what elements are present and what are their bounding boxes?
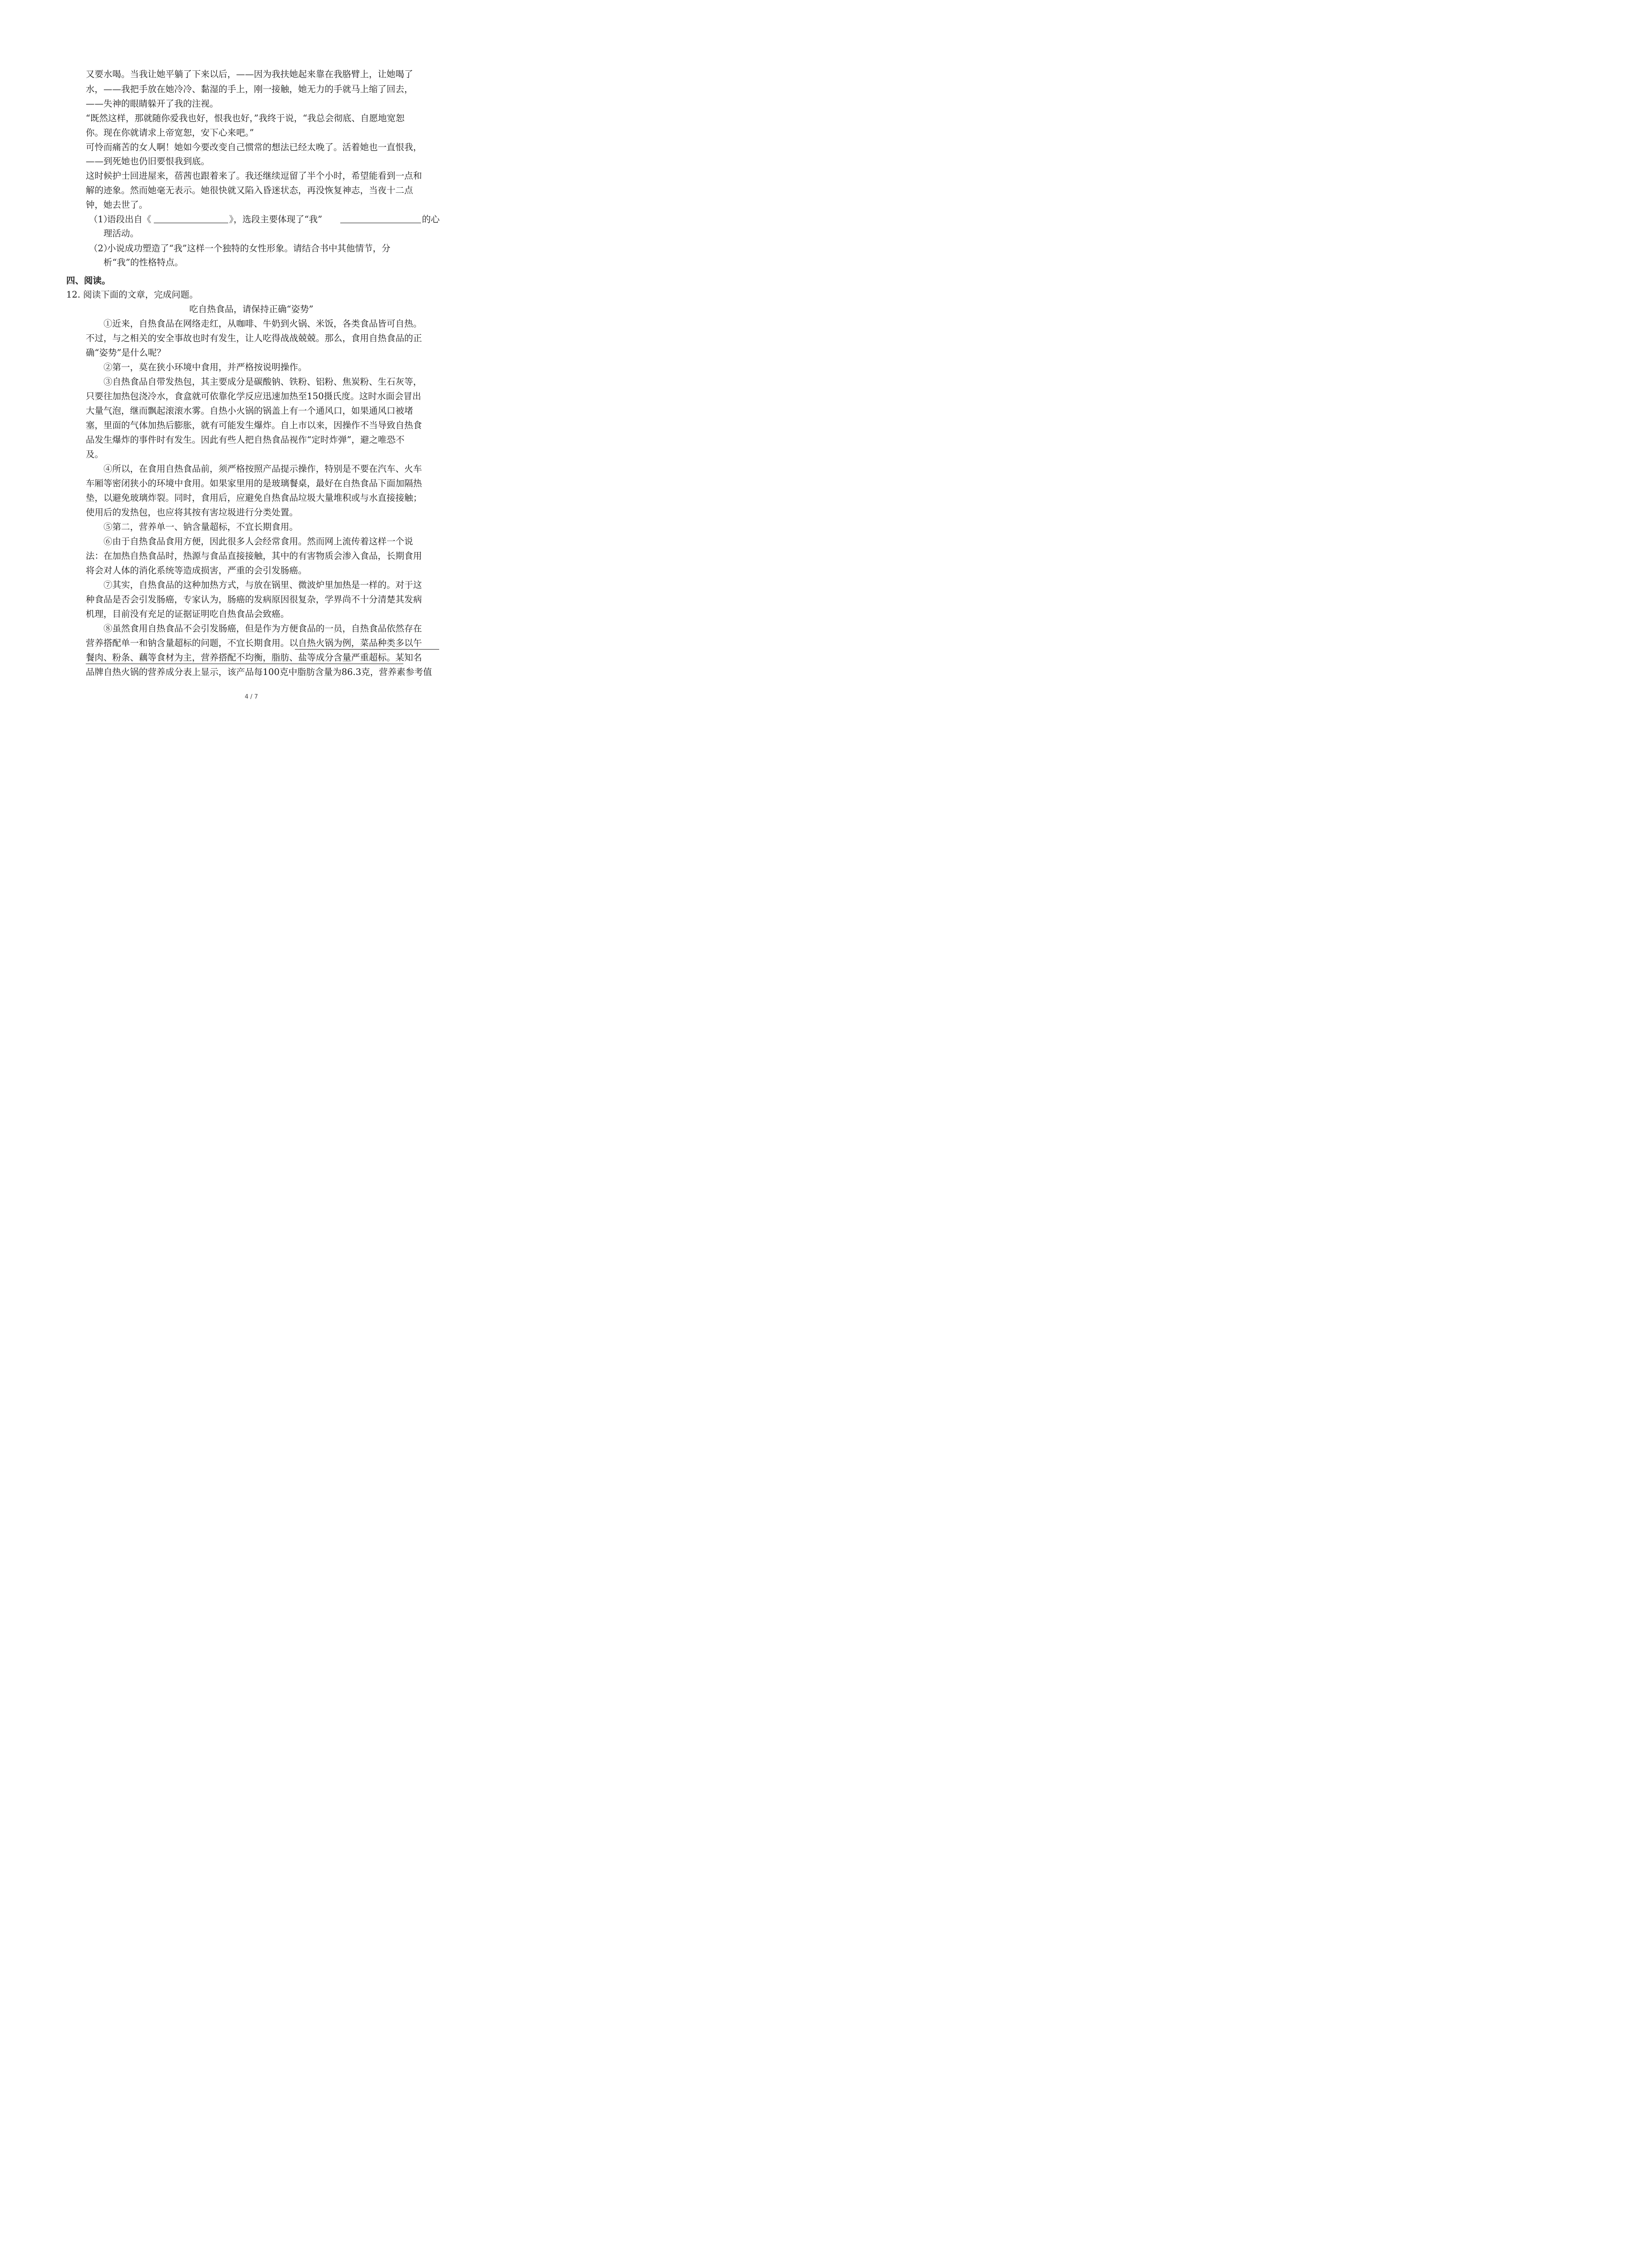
question-text: 理活动。 (103, 228, 139, 239)
article-line: ①近来，自热食品在网络走红，从咖啡、牛奶到火锅、米饭，各类食品皆可自热。 (103, 318, 422, 329)
excerpt-line: ——失神的眼睛躲开了我的注视。 (86, 98, 219, 109)
article-line: 车厢等密闭狭小的环境中食用。如果家里用的是玻璃餐桌，最好在自热食品下面加隔热 (86, 478, 422, 489)
excerpt-line: 水，——我把手放在她冷冷、黏湿的手上，刚一接触，她无力的手就马上缩了回去， (86, 84, 413, 94)
question-text: 小说成功塑造了“我”这样一个独特的女性形象。请结合书中其他情节，分 (107, 243, 391, 254)
section-heading: 四、阅读。 (66, 275, 111, 286)
question-text: 的心 (422, 214, 440, 225)
article-line: 确“姿势”是什么呢？ (86, 347, 166, 358)
article-line: 大量气泡，继而飘起滚滚水雾。自热小火锅的锅盖上有一个通风口，如果通风口被堵 (86, 406, 413, 416)
article-line: 品发生爆炸的事件时有发生。因此有些人把自热食品视作“定时炸弹”，避之唯恐不 (86, 435, 405, 445)
question-number: （1） (89, 214, 113, 225)
excerpt-line: 钟，她去世了。 (86, 200, 148, 210)
article-line: 品牌自热火锅的营养成分表上显示，该产品每100克中脂肪含量为86.3克，营养素参考值 (86, 667, 432, 677)
question-prompt: 12. 阅读下面的文章，完成问题。 (66, 289, 198, 300)
article-line: 法：在加热自热食品时，热源与食品直接接触，其中的有害物质会渗入食品，长期食用 (86, 551, 422, 561)
article-line: ⑦其实，自热食品的这种加热方式，与放在锅里、微波炉里加热是一样的。对于这 (103, 580, 422, 590)
article-line: 及。 (86, 449, 104, 459)
article-line: 塞，里面的气体加热后膨胀，就有可能发生爆炸。自上市以来，因操作不当导致自热食 (86, 420, 422, 430)
article-line: 餐肉、粉条、藕等食材为主，营养搭配不均衡，脂肪、盐等成分含量严重超标。某知名 (86, 652, 422, 663)
question-text: 语段出自《 (107, 214, 152, 225)
article-title: 吃自热食品，请保持正确“姿势” (189, 304, 314, 314)
document-page (0, 0, 503, 711)
excerpt-line: ——到死她也仍旧要恨我到底。 (86, 156, 210, 166)
article-line: 营养搭配单一和钠含量超标的问题，不宜长期食用。以自热火锅为例，菜品种类多以午 (86, 638, 422, 648)
article-line: 将会对人体的消化系统等造成损害，严重的会引发肠癌。 (86, 565, 307, 576)
article-line: 使用后的发热包，也应将其按有害垃圾进行分类处置。 (86, 507, 299, 518)
excerpt-line: 你。现在你就请求上帝宽恕，安下心来吧。” (86, 127, 254, 138)
article-line: ②第一，莫在狭小环境中食用，并严格按说明操作。 (103, 362, 307, 372)
page-number: 4 / 7 (245, 694, 258, 700)
question-text: 》，选段主要体现了“我” (229, 214, 323, 225)
text-underline (295, 649, 439, 650)
article-line: 只要往加热包浇冷水，食盒就可依靠化学反应迅速加热至150摄氏度。这时水面会冒出 (86, 391, 421, 401)
article-line: ③自热食品自带发热包，其主要成分是碳酸钠、铁粉、铝粉、焦炭粉、生石灰等， (103, 376, 422, 387)
article-line: 种食品是否会引发肠癌，专家认为，肠癌的发病原因很复杂，学界尚不十分清楚其发病 (86, 594, 422, 605)
article-line: ⑥由于自热食品食用方便，因此很多人会经常食用。然而网上流传着这样一个说 (103, 536, 413, 547)
article-line: ④所以，在食用自热食品前，须严格按照产品提示操作，特别是不要在汽车、火车 (103, 464, 422, 474)
article-line: ⑧虽然食用自热食品不会引发肠癌，但是作为方便食品的一员，自热食品依然存在 (103, 623, 422, 634)
article-line: 不过，与之相关的安全事故也时有发生，让人吃得战战兢兢。那么，食用自热食品的正 (86, 333, 422, 343)
excerpt-line: 解的迹象。然而她毫无表示。她很快就又陷入昏迷状态，再没恢复神志，当夜十二点 (86, 185, 413, 196)
article-line: 机理，目前没有充足的证据证明吃自热食品会致癌。 (86, 609, 289, 619)
question-text: 析“我”的性格特点。 (103, 257, 183, 268)
excerpt-line: 又要水喝。当我让她平躺了下来以后，——因为我扶她起来靠在我胳臂上，让她喝了 (86, 69, 413, 79)
excerpt-line: 可怜而痛苦的女人啊！她如今要改变自己惯常的想法已经太晚了。活着她也一直恨我， (86, 142, 422, 152)
excerpt-line: 这时候护士回进屋来，蓓茜也跟着来了。我还继续逗留了半个小时，希望能看到一点和 (86, 171, 422, 181)
excerpt-line: “既然这样，那就随你爱我也好，恨我也好，”我终于说，“我总会彻底、自愿地宽恕 (86, 113, 405, 123)
question-number: （2） (89, 243, 113, 254)
article-line: 垫，以避免玻璃炸裂。同时，食用后，应避免自热食品垃圾大量堆积或与水直接接触； (86, 493, 422, 503)
article-line: ⑤第二，营养单一、钠含量超标，不宜长期食用。 (103, 522, 299, 532)
